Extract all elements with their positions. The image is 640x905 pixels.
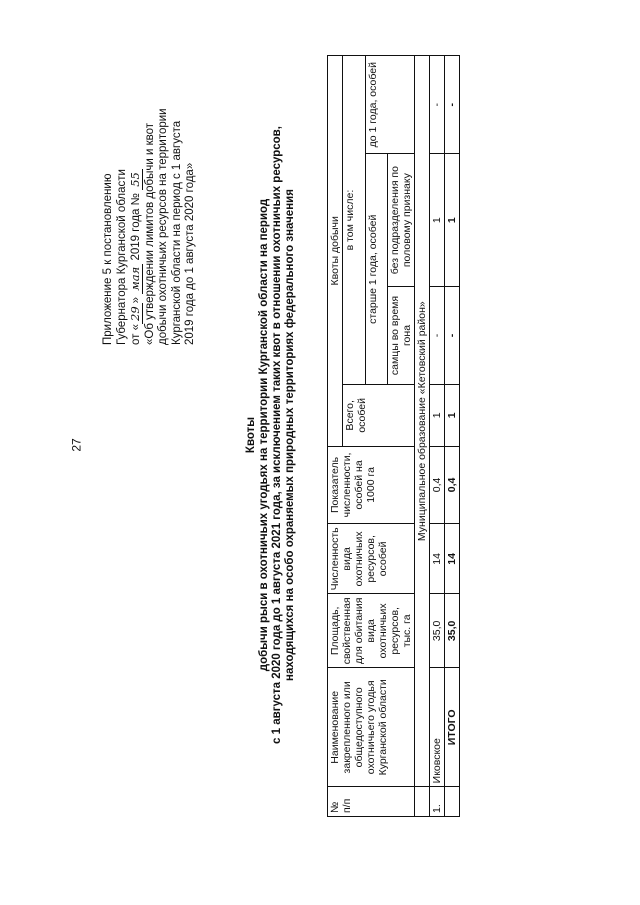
- appendix-line: Губернатора Курганской области: [115, 169, 128, 345]
- appendix-text: 2019 года №: [130, 193, 142, 261]
- total-younger: -: [445, 56, 460, 154]
- header-density: Показатель численности, особей на 1000 га: [328, 446, 415, 524]
- row-area: 35,0: [430, 594, 445, 668]
- appendix-line: добычи охотничьих ресурсов на территории: [157, 108, 169, 345]
- total-nosex: 1: [445, 154, 460, 286]
- total-count: 14: [445, 524, 460, 594]
- row-total: 1: [430, 385, 445, 446]
- header-quota-group: Квоты добычи: [328, 56, 343, 447]
- header-area: Площадь, свойственная для обитания вида охотничьих ресурсов, тыс. га: [328, 594, 415, 668]
- header-num: № п/п: [328, 787, 415, 817]
- row-density: 0,4: [430, 446, 445, 524]
- row-younger: -: [430, 56, 445, 154]
- row-name: Иковское: [430, 668, 445, 787]
- header-nosex: без подразделения по половому признаку: [388, 154, 415, 286]
- total-num-cell: [445, 787, 460, 817]
- municipality-num-cell: [415, 787, 430, 817]
- handwritten-number: 55: [128, 169, 143, 190]
- title-line: с 1 августа 2020 года до 1 августа 2021 года, за исключением таких квот в отношении охотничьих ресурсов,: [271, 126, 283, 744]
- row-count: 14: [430, 524, 445, 594]
- header-count: Численность вида охотничьих ресурсов, особей: [328, 524, 415, 594]
- title-line: добычи рыси в охотничьих угодьях на территории Курганской области на период: [258, 198, 270, 672]
- row-nosex: 1: [430, 154, 445, 286]
- document-title: [245, 85, 297, 785]
- appendix-line: Курганской области на период с 1 августа: [170, 120, 183, 345]
- appendix-line: 2019 года до 1 августа 2020 года»: [184, 162, 196, 345]
- title-line: находящихся на особо охраняемых природных территориях федерального значения: [284, 189, 296, 681]
- header-males: самцы во время гона: [388, 286, 415, 384]
- appendix-line: Приложение 5 к постановлению: [102, 173, 114, 345]
- handwritten-day: 29: [128, 303, 143, 324]
- municipality-label: Муниципальное образование «Кетовский район»: [415, 56, 430, 787]
- page-number: 27: [69, 438, 84, 452]
- appendix-date-line: [129, 15, 144, 345]
- total-total: 1: [445, 385, 460, 446]
- appendix-text: от «: [130, 323, 142, 345]
- header-incl: в том числе:: [343, 56, 366, 385]
- appendix-note: [102, 15, 198, 345]
- municipality-row: [415, 56, 430, 817]
- total-row: [445, 56, 460, 817]
- row-males: -: [430, 286, 445, 384]
- total-density: 0,4: [445, 446, 460, 524]
- total-area: 35,0: [445, 594, 460, 668]
- header-total: Всего, особей: [343, 385, 415, 446]
- appendix-text: »: [130, 296, 142, 304]
- table-row: [430, 56, 445, 817]
- appendix-line: «Об утверждении лимитов добычи и квот: [143, 122, 156, 345]
- quota-table: [327, 55, 460, 817]
- total-label: ИТОГО: [445, 668, 460, 787]
- title-heading: Квоты: [245, 416, 257, 454]
- handwritten-month: мая: [128, 264, 143, 294]
- header-older: старше 1 года, особей: [365, 154, 388, 385]
- total-males: -: [445, 286, 460, 384]
- header-name: Наименование закрепленного или общедоступного охотничьего угодья Курганской области: [328, 668, 415, 787]
- header-younger: до 1 года, особей: [365, 56, 415, 154]
- row-num: 1.: [430, 787, 445, 817]
- header-row: [328, 56, 343, 817]
